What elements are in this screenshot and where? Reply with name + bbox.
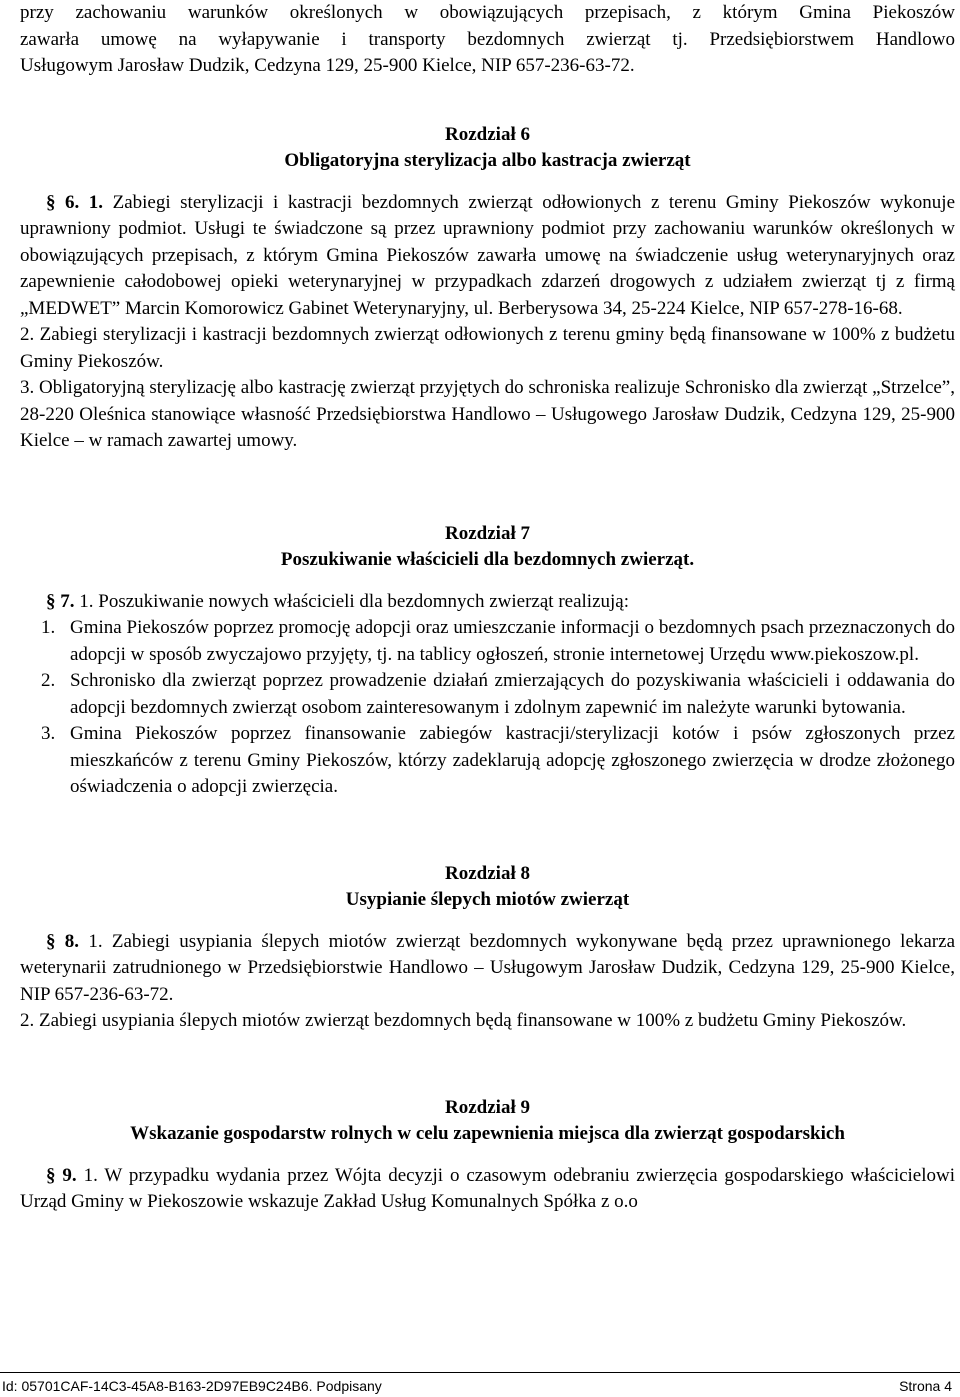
list-item-number: 3. [41,723,56,744]
chapter-7-subtitle: Poszukiwanie właścicieli dla bezdomnych zwierząt. [280,549,695,570]
chapter-9-subtitle: Wskazanie gospodarstw rolnych w celu zapewnienia miejsca dla zwierząt gospodarskich [130,1123,845,1144]
paragraph-text: 1. Zabiegi usypiania ślepych miotów zwierząt bezdomnych wykonywane będą przez uprawnionego lekarza weterynarii zatrudnionego w Przedsiębiorstwie Handlowo – Usługowym Jarosław Dudzik, Cedzyna 129, 25-900 Kielce, NIP 657-236-63-72. [20,930,956,1005]
list-item-text: Gmina Piekoszów poprzez promocję adopcji oraz umieszczanie informacji o bezdomnych psach przeznaczonych do adopcji w sposób zwyczajowo przyjęty, tj. na tablicy ogłoszeń, stronie internetowej Urzędu www.piekoszow.pl. [70,617,955,665]
list-item [20,615,955,668]
document-page [20,0,955,1216]
section-6-paragraph-2: 2. Zabiegi sterylizacji i kastracji bezdomnych zwierząt odłowionych z terenu gminy będą finansowane w 100% z budżetu Gminy Piekoszów. [20,324,955,372]
section-number: § 6. 1. [46,191,104,213]
paragraph-text: Zabiegi sterylizacji i kastracji bezdomnych zwierząt odłowionych z terenu Gminy Piekoszów wykonuje uprawniony podmiot. Usługi te świadczone są przez uprawniony podmiot przy zachowaniu warunków określonych w obowiązujących przepisach, z którym Gmina Piekoszów zawarła umowę na świadczenie usług weterynaryjnych oraz zapewnienie całodobowej opieki weterynaryjnej w przypadkach zdarzeń drogowych z udziałem zwierząt tj z firmą „MEDWET” Marcin Komorowicz Gabinet Weterynaryjny, ul. Berberysowa 34, 25-224 Kielce, NIP 657-278-16-68. [20,191,955,319]
list-item-number: 2. [41,670,56,691]
section-9-paragraph-1 [20,1163,955,1216]
section-7-intro [20,589,955,616]
list-item [20,721,955,801]
section-number: § 7. [46,590,75,612]
page-footer [0,1372,960,1397]
chapter-9-title: Rozdział 9 [445,1096,530,1118]
paragraph-text: 1. W przypadku wydania przez Wójta decyzji o czasowym odebraniu zwierzęcia gospodarskiego właścicielowi Urząd Gminy w Piekoszowie wskazuje Zakład Usług Komunalnych Spółka z o.o [20,1164,956,1212]
section-6-paragraph-3: 3. Obligatoryjną sterylizację albo kastrację zwierząt przyjętych do schroniska realizuje Schronisko dla zwierząt „Strzelce”, 28-220 Oleśnica stanowiące własność Przedsiębiorstwa Handlowo – Usługowego Jarosław Dudzik, Cedzyna 129, 25-900 Kielce – w ramach zawartej umowy. [20,377,955,451]
section-number: § 9. [46,1164,77,1186]
paragraph: zawarła umowę na wyłapywanie i transporty bezdomnych zwierząt tj. Przedsiębiorstwem Handlowo [20,28,955,50]
paragraph: przy zachowaniu warunków określonych w obowiązujących przepisach, z którym Gmina Piekoszów [20,2,955,23]
chapter-6-title: Rozdział 6 [445,123,530,145]
list-item-text: Gmina Piekoszów poprzez finansowanie zabiegów kastracji/sterylizacji kotów i psów zgłoszonych przez mieszkańców z terenu Gminy Piekoszów, którzy zadeklarują adopcję zgłoszonego zwierzęcia w drodze złożonego oświadczenia o adopcji zwierzęcia. [70,723,955,797]
chapter-8-subtitle: Usypianie ślepych miotów zwierząt [345,889,630,910]
list-item [20,668,955,721]
paragraph: Usługowym Jarosław Dudzik, Cedzyna 129, 25-900 Kielce, NIP 657-236-63-72. [20,55,635,76]
list-item-number: 1. [41,617,56,638]
adoption-list [20,615,955,801]
chapter-6-subtitle: Obligatoryjna sterylizacja albo kastracja zwierząt [284,150,691,171]
document-id: Id: 05701CAF-14C3-45A8-B163-2D97EB9C24B6. Podpisany [2,1378,382,1394]
chapter-7-title: Rozdział 7 [445,522,530,544]
section-6-paragraph-1 [20,190,955,323]
section-8-paragraph-2: 2. Zabiegi usypiania ślepych miotów zwierząt bezdomnych będą finansowane w 100% z budżetu Gminy Piekoszów. [20,1010,907,1031]
page-number: Strona 4 [899,1378,952,1394]
list-item-text: Schronisko dla zwierząt poprzez prowadzenie działań zmierzających do pozyskiwania właścicieli i oddawania do adopcji bezdomnych zwierząt osobom zainteresowanym i zdolnym zapewnić im należyte warunki bytowania. [70,670,955,718]
chapter-8-title: Rozdział 8 [445,862,530,884]
section-number: § 8. [46,930,80,952]
paragraph-text: 1. Poszukiwanie nowych właścicieli dla bezdomnych zwierząt realizują: [79,590,629,612]
section-8-paragraph-1 [20,929,955,1009]
